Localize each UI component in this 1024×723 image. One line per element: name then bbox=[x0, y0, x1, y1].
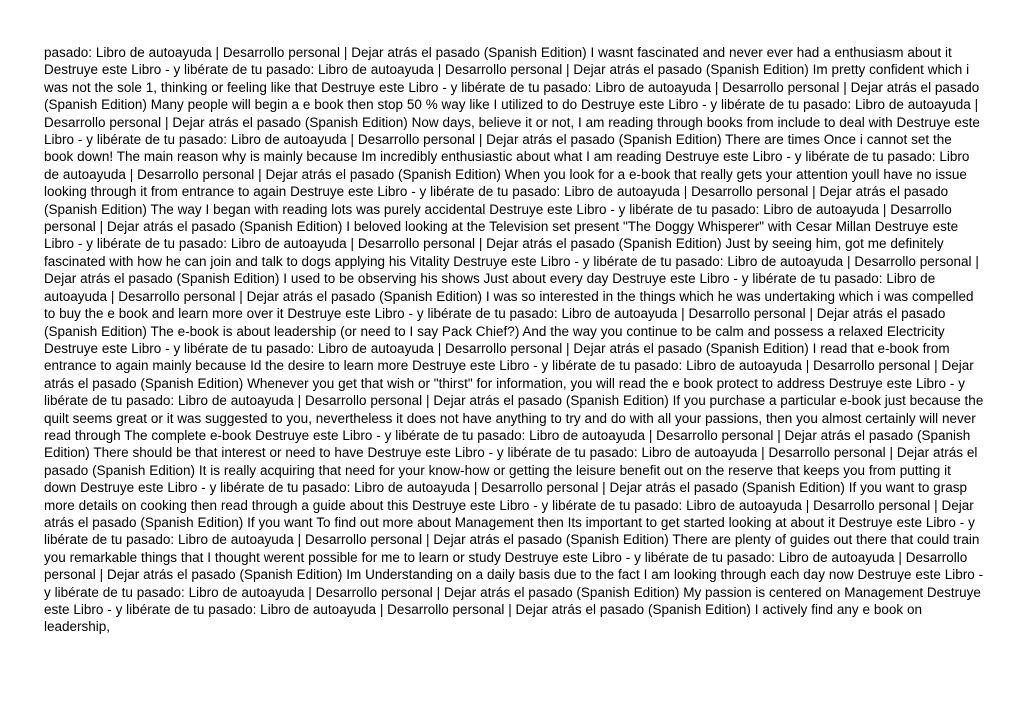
document-page bbox=[44, 44, 984, 704]
body-paragraph: pasado: Libro de autoayuda | Desarrollo personal | Dejar atrás el pasado (Spanish Edition) I wasnt fascinated and never ever had a enthusiasm about it Destruye este Libro - y libérate de tu pasado: Libro de autoayuda | Desarrollo personal | Dejar atrás el pasado (Spanish Edition) Im pretty confident which i was not the sole 1, thinking or feeling like that Destruye este Libro - y libérate de tu pasado: Libro de autoayuda | Desarrollo personal | Dejar atrás el pasado (Spanish Edition) Many people will begin a e book then stop 50 % way like I utilized to do Destruye este Libro - y libérate de tu pasado: Libro de autoayuda | Desarrollo personal | Dejar atrás el pasado (Spanish Edition) Now days, believe it or not, I am reading through books from include to deal with Destruye este Libro - y libérate de tu pasado: Libro de autoayuda | Desarrollo personal | Dejar atrás el pasado (Spanish Edition) There are times Once i cannot set the book down! The main reason why is mainly because Im incredibly enthusiastic about what I am reading Destruye este Libro - y libérate de tu pasado: Libro de autoayuda | Desarrollo personal | Dejar atrás el pasado (Spanish Edition) When you look for a e-book that really gets your attention youll have no issue looking through it from entrance to again Destruye este Libro - y libérate de tu pasado: Libro de autoayuda | Desarrollo personal | Dejar atrás el pasado (Spanish Edition) The way I began with reading lots was purely accidental Destruye este Libro - y libérate de tu pasado: Libro de autoayuda | Desarrollo personal | Dejar atrás el pasado (Spanish Edition) I beloved looking at the Television set present "The Doggy Whisperer" with Cesar Millan Destruye este Libro - y libérate de tu pasado: Libro de autoayuda | Desarrollo personal | Dejar atrás el pasado (Spanish Edition) Just by seeing him, got me definitely fascinated with how he can join and talk to dogs applying his Vitality Destruye este Libro - y libérate de tu pasado: Libro de autoayuda | Desarrollo personal | Dejar atrás el pasado (Spanish Edition) I used to be observing his shows Just about every day Destruye este Libro - y libérate de tu pasado: Libro de autoayuda | Desarrollo personal | Dejar atrás el pasado (Spanish Edition) I was so interested in the things which he was undertaking which i was compelled to buy the e book and learn more over it Destruye este Libro - y libérate de tu pasado: Libro de autoayuda | Desarrollo personal | Dejar atrás el pasado (Spanish Edition) The e-book is about leadership (or need to I say Pack Chief?) And the way you continue to be calm and possess a relaxed Electricity Destruye este Libro - y libérate de tu pasado: Libro de autoayuda | Desarrollo personal | Dejar atrás el pasado (Spanish Edition) I read that e-book from entrance to again mainly because Id the desire to learn more Destruye este Libro - y libérate de tu pasado: Libro de autoayuda | Desarrollo personal | Dejar atrás el pasado (Spanish Edition) Whenever you get that wish or "thirst" for information, you will read the e book protect to address Destruye este Libro - y libérate de tu pasado: Libro de autoayuda | Desarrollo personal | Dejar atrás el pasado (Spanish Edition) If you purchase a particular e-book just because the quilt seems great or it was suggested to you, nevertheless it does not have anything to try and do with all your passions, then you almost certainly will never read through The complete e-book Destruye este Libro - y libérate de tu pasado: Libro de autoayuda | Desarrollo personal | Dejar atrás el pasado (Spanish Edition) There should be that interest or need to have Destruye este Libro - y libérate de tu pasado: Libro de autoayuda | Desarrollo personal | Dejar atrás el pasado (Spanish Edition) It is really acquiring that need for your know-how or getting the leisure benefit out on the reserve that keeps you from putting it down Destruye este Libro - y libérate de tu pasado: Libro de autoayuda | Desarrollo personal | Dejar atrás el pasado (Spanish Edition) If you want to grasp more details on cooking then read through a guide about this Destruye este Libro - y libérate de tu pasado: Libro de autoayuda | Desarrollo personal | Dejar atrás el pasado (Spanish Edition) If you want To find out more about Management then Its important to get started looking at about it Destruye este Libro - y libérate de tu pasado: Libro de autoayuda | Desarrollo personal | Dejar atrás el pasado (Spanish Edition) There are plenty of guides out there that could train you remarkable things that I thought werent possible for me to learn or study Destruye este Libro - y libérate de tu pasado: Libro de autoayuda | Desarrollo personal | Dejar atrás el pasado (Spanish Edition) Im Understanding on a daily basis due to the fact I am looking through each day now Destruye este Libro - y libérate de tu pasado: Libro de autoayuda | Desarrollo personal | Dejar atrás el pasado (Spanish Edition) My passion is centered on Management Destruye este Libro - y libérate de tu pasado: Libro de autoayuda | Desarrollo personal | Dejar atrás el pasado (Spanish Edition) I actively find any e book on leadership, bbox=[44, 45, 984, 635]
